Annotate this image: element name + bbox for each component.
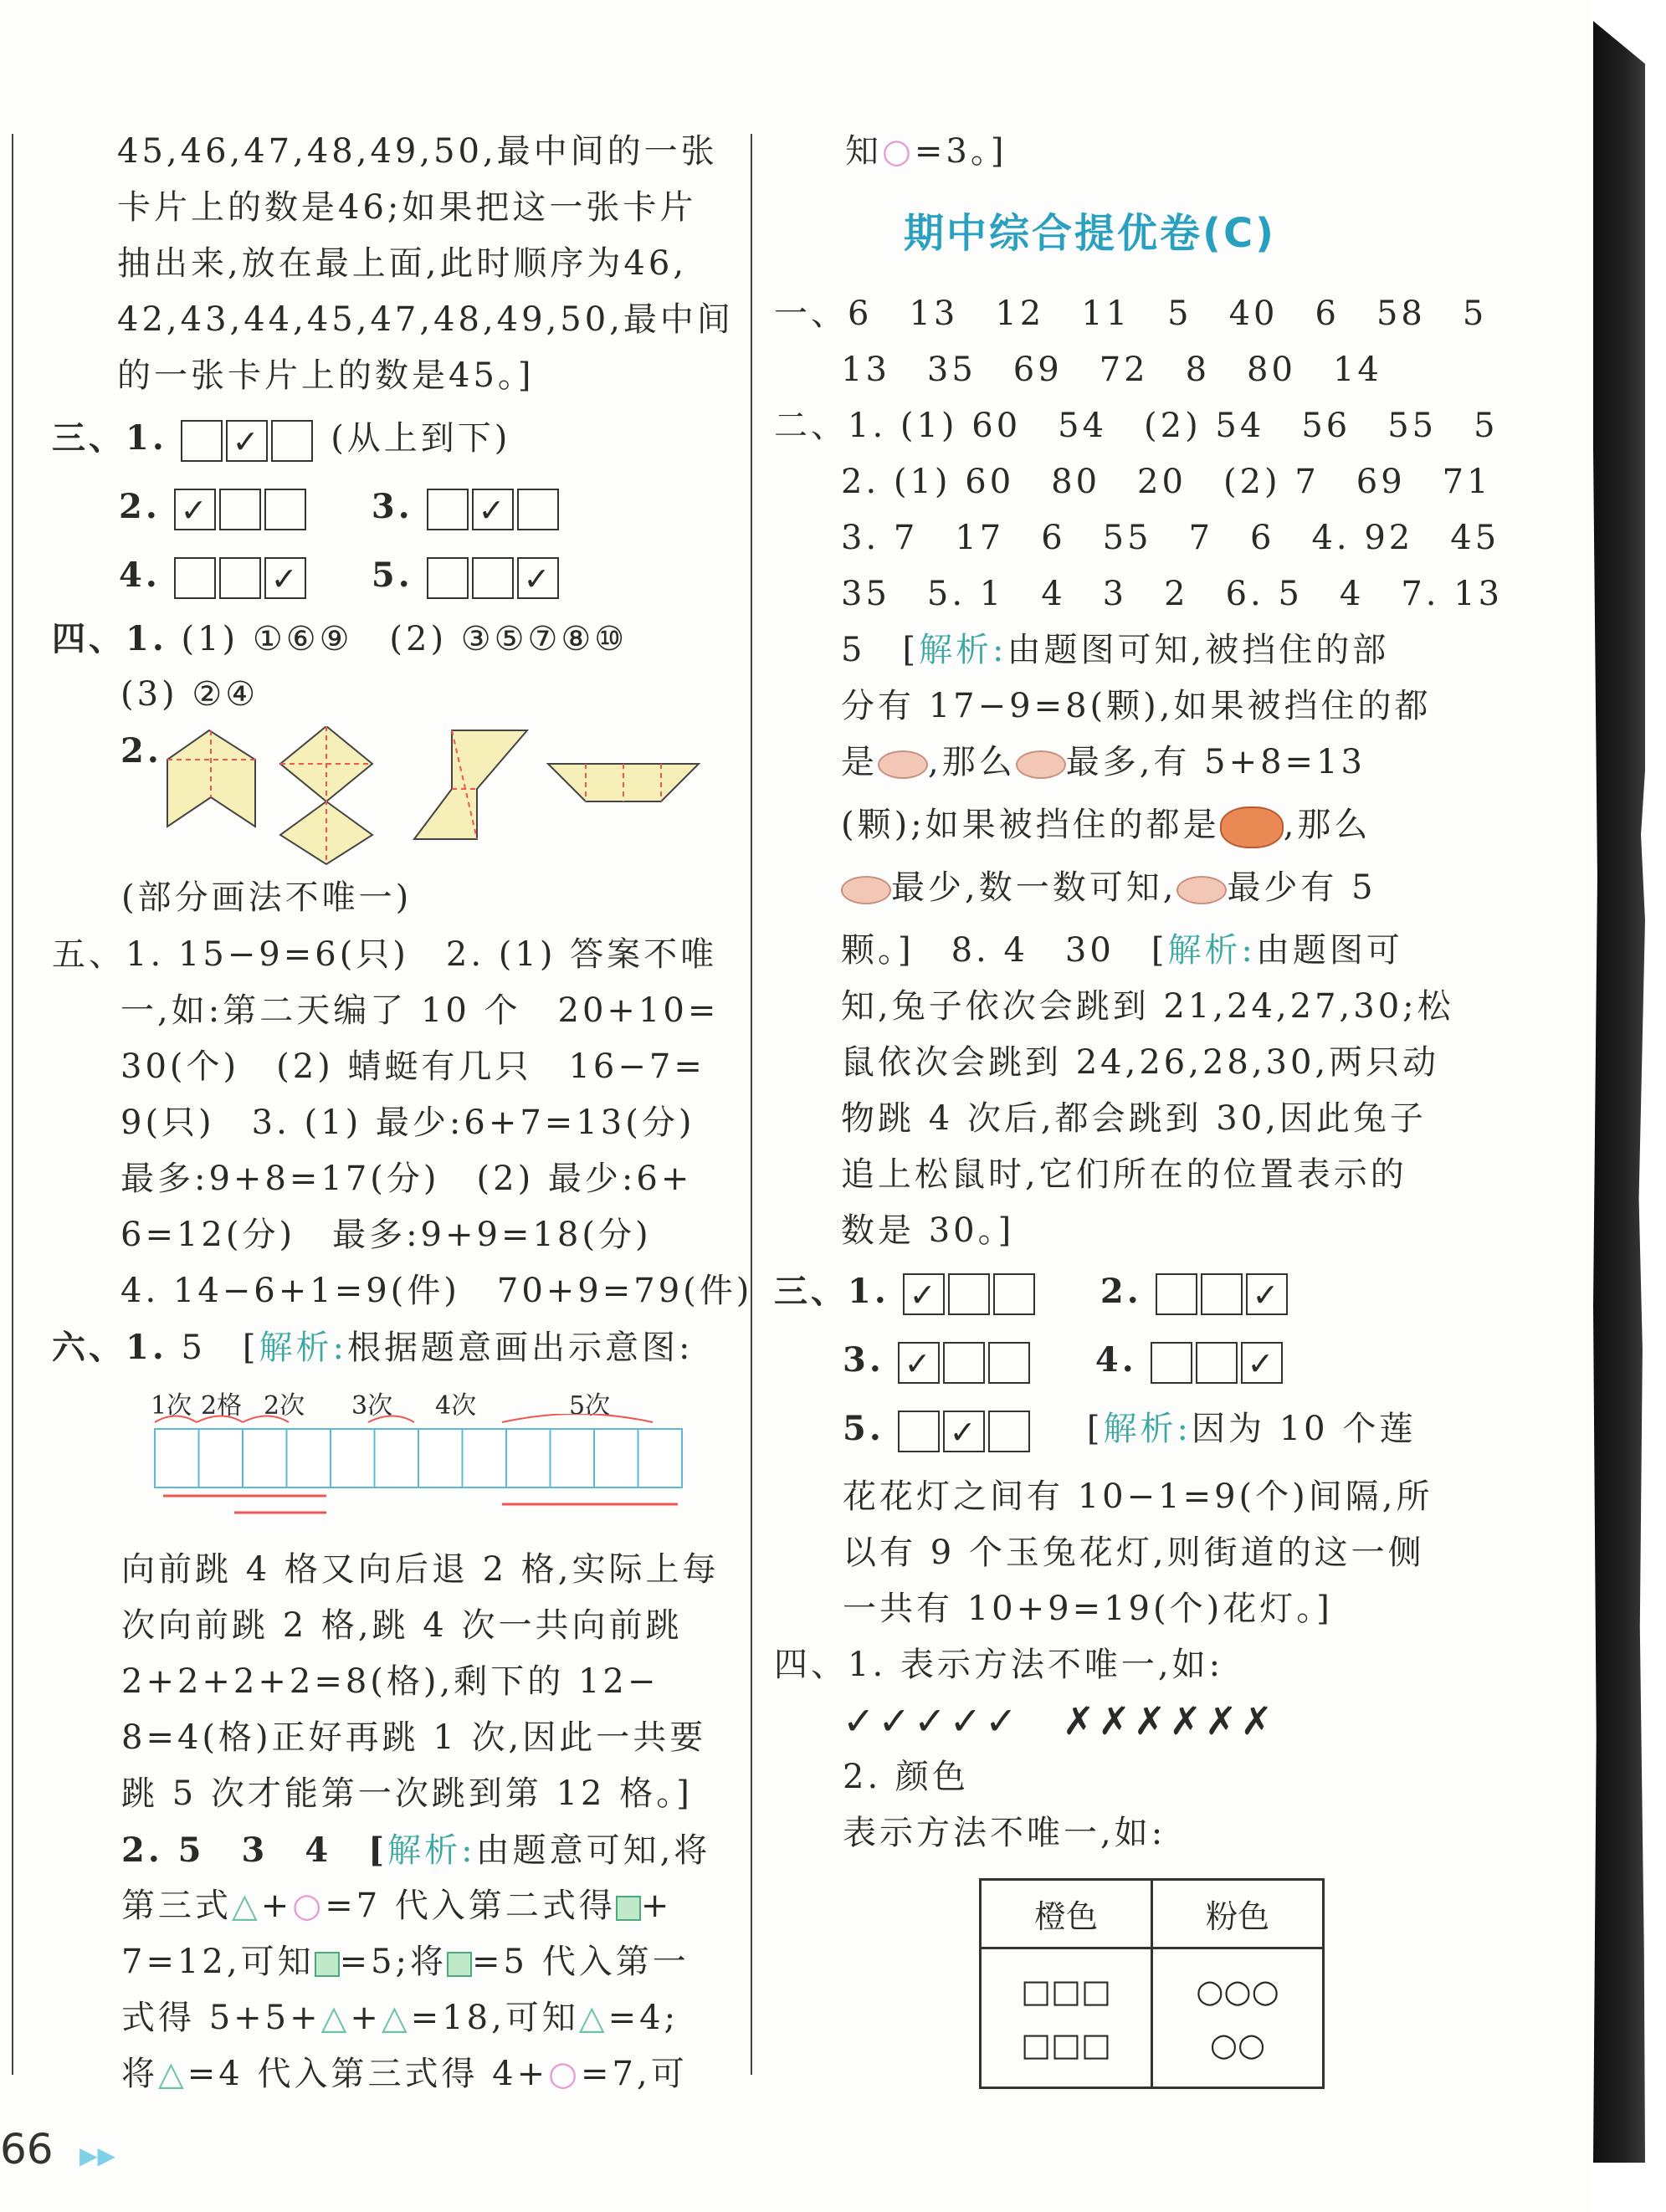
text-line: 6=12(分) 最多:9+9=18(分) [120, 1216, 652, 1254]
symmetry-shapes-figure [159, 726, 711, 868]
text-line: 3. 7 17 6 55 7 6 4. 92 45 [841, 519, 1500, 557]
text: 7=12,可知 [121, 1943, 315, 1981]
text-line: 一,如:第二天编了 10 个 20+10= [120, 991, 720, 1030]
text: 因为 10 个莲 [1192, 1410, 1417, 1448]
question-label: 5. [843, 1409, 884, 1448]
table-header: 橙色 [981, 1880, 1152, 1948]
jump-diagram-labels [151, 1385, 686, 1421]
text: (颗);如果被挡住的都是 [841, 806, 1220, 844]
hint-label: 解析: [387, 1831, 476, 1870]
si-note [121, 870, 757, 926]
answer-box-checked: ✓ [1241, 1342, 1283, 1384]
diagram-label: 5次 [569, 1391, 611, 1421]
text-line: 数是 30。] [841, 1211, 1015, 1250]
text-line: 42,43,44,45,47,48,49,50,最中间 [117, 300, 734, 339]
liu-q2 [121, 1822, 757, 1878]
san-q1-q2 [774, 1263, 1527, 1332]
answer-box [472, 557, 514, 599]
text: 颗。] 8. 4 30 [ [841, 931, 1168, 970]
text: + [260, 1887, 293, 1925]
answer-box [427, 489, 469, 530]
text: =7 代入第二式得 [325, 1887, 616, 1925]
peanut-icon [1016, 750, 1066, 779]
text: =4 代入第三式得 4+ [187, 2055, 549, 2093]
diagram-label: 1次 [151, 1391, 192, 1421]
san-q1 [52, 410, 721, 479]
answer-box-checked: ✓ [226, 420, 268, 462]
answer-box-checked: ✓ [1246, 1273, 1288, 1315]
note: (从上到下) [331, 419, 511, 458]
grid-cell [638, 1429, 683, 1487]
text: [ [1086, 1410, 1104, 1448]
hint-label: 解析: [1167, 931, 1256, 970]
text-line: 8=4(格)正好再跳 1 次,因此一共要 [121, 1718, 707, 1757]
text-line: 以有 9 个玉兔花灯,则街道的这一侧 [843, 1534, 1425, 1572]
marks-line: ✓✓✓✓✓ ✗✗✗✗✗✗ [843, 1698, 1276, 1743]
answer-box [1196, 1342, 1238, 1384]
question-label: 2. [119, 487, 161, 526]
text: 由题图可知,被挡住的部 [1007, 631, 1390, 669]
text-line [121, 1878, 757, 1934]
grid-cell [594, 1429, 638, 1487]
table-row [981, 1948, 1324, 2088]
text-line: 一共有 10+9=19(个)花灯。] [843, 1590, 1333, 1628]
page-arrows-icon: ▶▶ [79, 2142, 116, 2169]
answer-text: (1) ①⑥⑨ (2) ③⑤⑦⑧⑩ [181, 620, 628, 658]
text-line: 知,兔子依次会跳到 21,24,27,30;松 [841, 987, 1454, 1026]
text-line: 分有 17−9=8(颗),如果被挡住的都 [841, 687, 1432, 725]
peanut-icon [878, 750, 928, 779]
question-label: 3. [843, 1340, 884, 1380]
section-title: 期中综合提优卷(C) [904, 210, 1277, 257]
text-line: 鼠依次会跳到 24,26,28,30,两只动 [841, 1043, 1440, 1082]
text: =5;将 [339, 1943, 448, 1981]
answer-text: 2. 5 3 4 [ [121, 1831, 388, 1870]
text-line: 4. 14−6+1=9(件) 70+9=79(件) [120, 1272, 753, 1310]
answer-box [988, 1411, 1030, 1452]
circle-icon: ○ [292, 1887, 326, 1925]
text-line: 追上松鼠时,它们所在的位置表示的 [841, 1155, 1407, 1194]
grid-cell [243, 1429, 287, 1487]
hint-label: 解析: [1103, 1410, 1192, 1448]
answer-text: 根据题意画出示意图: [347, 1329, 694, 1367]
text-line: 13 35 69 72 8 80 14 [841, 351, 1382, 389]
text-line: 物跳 4 次后,都会跳到 30,因此兔子 [841, 1099, 1427, 1138]
answer-box [943, 1342, 985, 1384]
text: ,那么 [928, 743, 1016, 781]
text-line [121, 1990, 757, 2046]
section-san-right [774, 1263, 1527, 1861]
answer-box [219, 489, 261, 530]
hint-label: 解析: [919, 631, 1007, 669]
cell-line: ○○○ [1196, 1973, 1279, 2010]
answer-box [427, 557, 469, 599]
text-line: 五、1. 15−9=6(只) 2. (1) 答案不唯 [52, 935, 718, 974]
answer-box [181, 420, 223, 462]
answer-box [219, 557, 261, 599]
question-label: 5. [371, 556, 413, 595]
section-san-left [52, 410, 721, 616]
red-date-icon [1220, 806, 1284, 848]
text-line: 花花灯之间有 10−1=9(个)间隔,所 [843, 1477, 1433, 1516]
diagram-label: 2次 [264, 1391, 305, 1421]
text: 最少,数一数可知, [891, 868, 1177, 907]
left-column [117, 124, 736, 404]
answer-box-checked: ✓ [898, 1342, 940, 1384]
answer-box [517, 489, 559, 530]
text: 第三式 [121, 1887, 232, 1925]
text-line: 四、1. 表示方法不唯一,如: [774, 1646, 1224, 1684]
cell-line: □□□ [1021, 2026, 1111, 2063]
text: + [640, 1887, 673, 1925]
right-column [774, 286, 1527, 1259]
question-label: 三、1. [774, 1272, 889, 1311]
text-line [121, 2046, 757, 2102]
text-line [121, 1934, 757, 1990]
san-q2-q3 [52, 479, 721, 547]
si-q1 [52, 611, 721, 667]
answer-text: 由题意可知,将 [475, 1831, 711, 1870]
text: =7,可 [581, 2055, 688, 2093]
text: =18,可知 [410, 1999, 579, 2037]
answer-box [948, 1273, 990, 1315]
liu-q1 [52, 1319, 721, 1375]
question-label: 三、1. [52, 418, 167, 458]
triangle-icon: △ [232, 1887, 261, 1925]
question-label: 3. [371, 487, 413, 526]
left-margin-rule [12, 134, 13, 2075]
text-line [774, 622, 1527, 678]
answer-box [1201, 1273, 1243, 1315]
grid-cell [551, 1429, 595, 1487]
question-label: 4. [119, 556, 161, 595]
text-line [774, 735, 1527, 797]
section-wu [52, 927, 753, 1375]
color-table [979, 1878, 1325, 2089]
question-label: 2. [1100, 1272, 1142, 1311]
diagram-label: 4次 [435, 1391, 477, 1421]
text-line: 一、6 13 12 11 5 40 6 58 5 [774, 294, 1488, 333]
text: 是 [841, 743, 878, 781]
san-q5 [774, 1400, 1527, 1469]
text: =5 代入第一 [472, 1943, 689, 1981]
answer-box-checked: ✓ [943, 1411, 985, 1452]
text-line: 最多:9+8=17(分) (2) 最少:6+ [120, 1160, 693, 1198]
table-header: 粉色 [1152, 1880, 1324, 1948]
text: 式得 5+5+ [121, 1999, 321, 2037]
answer-box [993, 1273, 1035, 1315]
answer-box [1156, 1273, 1197, 1315]
san-q3-q4 [774, 1332, 1527, 1400]
answer-box [1151, 1342, 1192, 1384]
text-line: 的一张卡片上的数是45。] [117, 356, 535, 395]
triangle-icon: △ [158, 2055, 187, 2093]
grid-cell [199, 1429, 243, 1487]
question-label: 六、1. [52, 1328, 167, 1367]
peanut-icon [1176, 876, 1227, 904]
diagram-label: 3次 [351, 1391, 393, 1421]
text-line: 次向前跳 2 格,跳 4 次一共向前跳 [121, 1606, 683, 1645]
text-line: 抽出来,放在最上面,此时顺序为46, [117, 244, 688, 283]
table-cell [981, 1948, 1152, 2088]
text: 最多,有 5+8=13 [1065, 743, 1366, 781]
triangle-icon: △ [578, 1999, 608, 2037]
table-header-row [981, 1880, 1324, 1948]
answer-box [898, 1411, 940, 1452]
hint-label: 解析: [259, 1329, 348, 1367]
jump-diagram [151, 1414, 686, 1523]
answer-text: (3) ②④ [120, 675, 259, 714]
grid-cell [418, 1429, 463, 1487]
grid-cell [155, 1429, 199, 1487]
text-line: 卡片上的数是46;如果把这一张卡片 [117, 188, 697, 227]
text-line: 30(个) (2) 蜻蜓有几只 16−7= [120, 1047, 705, 1086]
text-line: 表示方法不唯一,如: [843, 1814, 1166, 1852]
answer-box-checked: ✓ [174, 489, 216, 530]
square-icon [315, 1952, 340, 1977]
grid-cell [331, 1429, 375, 1487]
diagram-label: 2格 [201, 1391, 243, 1421]
page-number: 66 [0, 2125, 54, 2174]
answer-box-checked: ✓ [517, 557, 559, 599]
answer-box-checked: ✓ [472, 489, 514, 530]
triangle-icon: △ [320, 1999, 351, 2037]
answer-box [174, 557, 216, 599]
text-line: 二、1. (1) 60 54 (2) 54 56 55 5 [774, 407, 1499, 445]
text-line [774, 797, 1527, 860]
triangle-icon: △ [381, 1999, 411, 2037]
circle-icon: ○ [548, 2055, 582, 2093]
text-line [774, 923, 1527, 979]
san-q4-q5 [52, 547, 721, 616]
question-label: 4. [1094, 1340, 1137, 1380]
answer-box-checked: ✓ [903, 1273, 945, 1315]
text-line: 2+2+2+2=8(格),剩下的 12− [121, 1662, 659, 1701]
text-line: 35 5. 1 4 3 2 6. 5 4 7. 13 [841, 575, 1504, 613]
answer-box-checked: ✓ [264, 557, 306, 599]
question-label: 2. [120, 731, 162, 771]
text: + [350, 1999, 382, 2037]
answer-text: 5 [ [181, 1329, 259, 1367]
liu-explanation [121, 1542, 757, 2102]
text: ,那么 [1283, 806, 1371, 844]
text: 知 [845, 132, 882, 171]
scan-edge-shadow [1593, 21, 1645, 2163]
grid-cell [287, 1429, 331, 1487]
square-icon [616, 1896, 641, 1921]
answer-box [271, 420, 313, 462]
text-line [774, 860, 1527, 923]
text-line: 2. 颜色 [843, 1758, 969, 1796]
text-line: 45,46,47,48,49,50,最中间的一张 [117, 132, 718, 171]
text-line: 2. (1) 60 80 20 (2) 7 69 71 [841, 463, 1492, 501]
grid-cell [375, 1429, 419, 1487]
text-line: 9(只) 3. (1) 最少:6+7=13(分) [120, 1103, 695, 1142]
square-icon [447, 1952, 472, 1977]
peanut-icon [841, 876, 891, 904]
text: =4; [607, 1999, 679, 2037]
text: 将 [121, 2055, 158, 2093]
cell-line: □□□ [1021, 1973, 1111, 2010]
note: (部分画法不唯一) [121, 878, 413, 917]
grid-cell [506, 1429, 551, 1487]
answer-box [264, 489, 306, 530]
grid-cell [463, 1429, 507, 1487]
text: 5 [ [841, 631, 920, 669]
cell-line: ○○ [1209, 2026, 1266, 2063]
question-label: 四、1. [52, 619, 167, 658]
circle-icon: ○ [882, 132, 915, 171]
text-line: 向前跳 4 格又向后退 2 格,实际上每 [121, 1550, 720, 1589]
table-cell [1152, 1948, 1324, 2088]
shape-4 [414, 730, 527, 839]
right-top-line [845, 124, 1581, 180]
answer-box [988, 1342, 1030, 1384]
text-line: 跳 5 次才能第一次跳到第 12 格。] [121, 1774, 693, 1813]
text: 最少有 5 [1227, 868, 1376, 907]
text-line [845, 124, 1581, 180]
text: =3。] [914, 132, 1007, 171]
text: 由题图可 [1255, 931, 1403, 970]
